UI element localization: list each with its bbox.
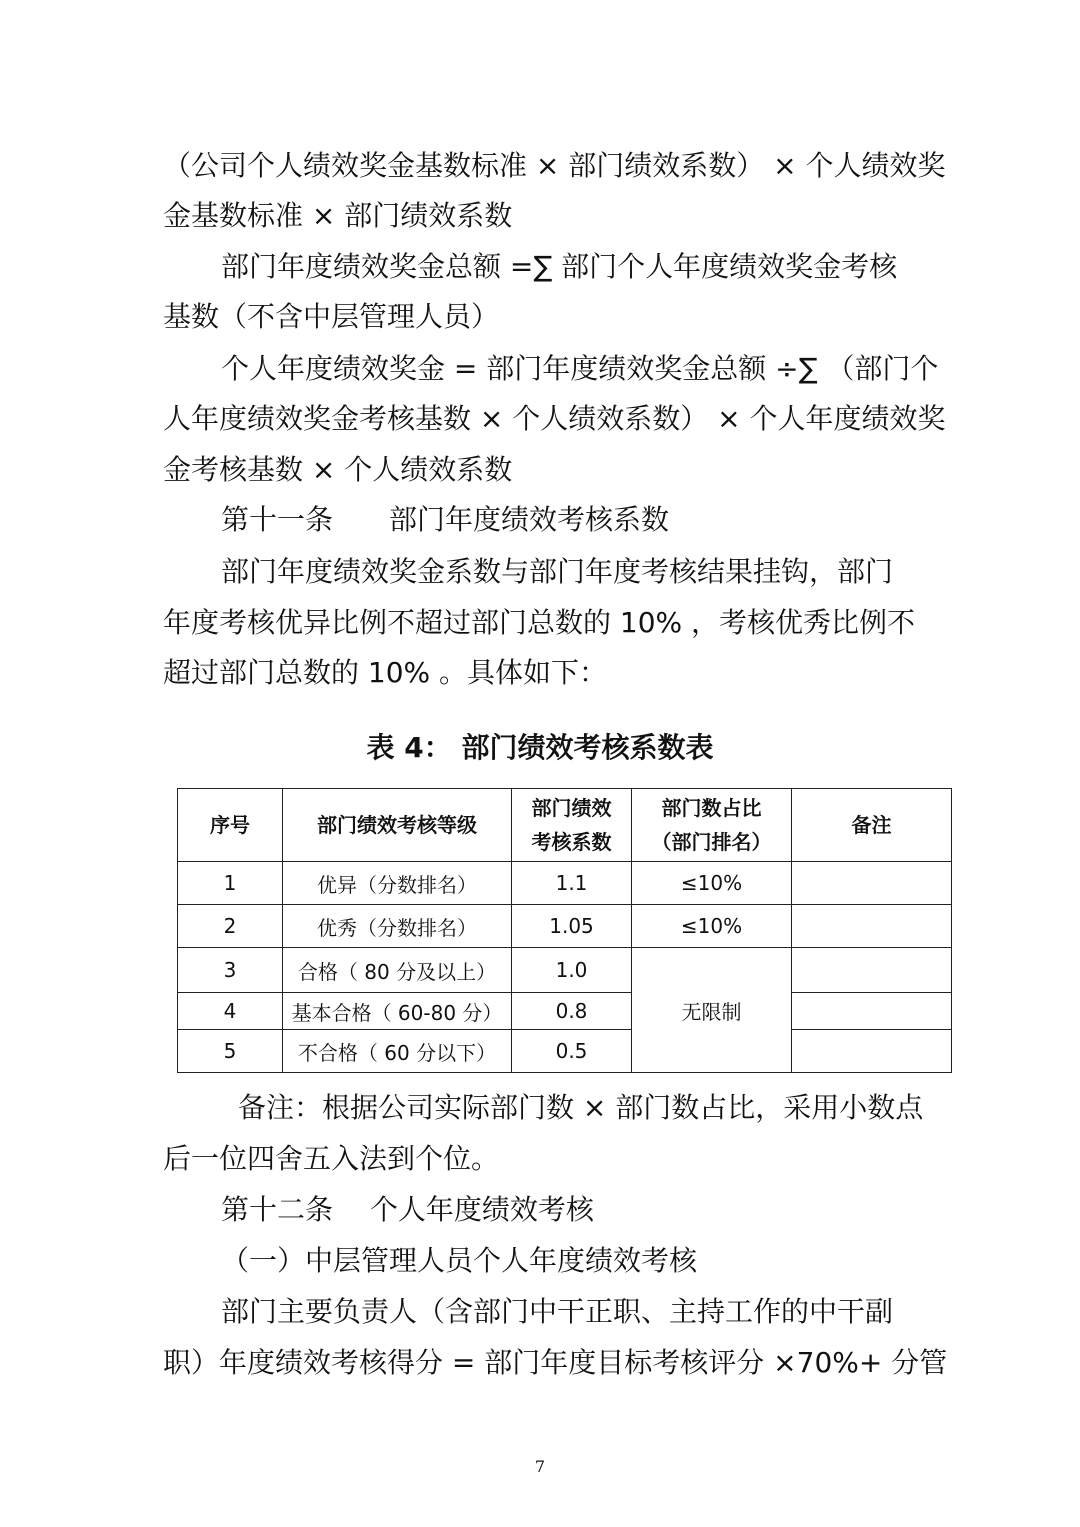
cell-coef: 1.0 (512, 948, 632, 993)
article-heading: 第十二条 个人年度绩效考核 (221, 1193, 594, 1226)
cell-coef: 0.8 (512, 993, 632, 1030)
article-heading: 第十一条 部门年度绩效考核系数 (221, 503, 670, 536)
paragraph-line: 职）年度绩效考核得分 = 部门年度目标考核评分 ×70%+ 分管 (163, 1346, 948, 1379)
table-row (178, 993, 952, 1030)
cell-no: 2 (178, 905, 283, 948)
cell-ratio: ≤10% (632, 862, 792, 905)
paragraph-line: （公司个人绩效奖金基数标准 × 部门绩效系数） × 个人绩效奖 (163, 149, 946, 182)
paragraph-line: 后一位四舍五入法到个位。 (163, 1142, 500, 1175)
header-cell: 序号 (178, 789, 283, 862)
cell-note (792, 862, 952, 905)
cell-note (792, 1030, 952, 1073)
cell-coef: 1.1 (512, 862, 632, 905)
cell-coef: 1.05 (512, 905, 632, 948)
cell-no: 4 (178, 993, 283, 1030)
cell-ratio-merged: 无限制 (632, 948, 792, 1073)
table-row (178, 905, 952, 948)
paragraph-line: 部门年度绩效奖金总额 =∑ 部门个人年度绩效奖金考核 (221, 250, 898, 283)
table-header-row (178, 789, 952, 862)
page-number: 7 (534, 1457, 546, 1476)
cell-note (792, 905, 952, 948)
cell-level: 优秀（分数排名） (283, 905, 512, 948)
table-row (178, 948, 952, 993)
cell-level: 不合格（ 60 分以下） (283, 1030, 512, 1073)
cell-ratio: ≤10% (632, 905, 792, 948)
cell-level: 优异（分数排名） (283, 862, 512, 905)
cell-note (792, 993, 952, 1030)
header-cell: 部门绩效 考核系数 (512, 789, 632, 862)
header-cell: 部门绩效考核等级 (283, 789, 512, 862)
paragraph-line: 部门年度绩效奖金系数与部门年度考核结果挂钩，部门 (221, 555, 894, 588)
cell-no: 5 (178, 1030, 283, 1073)
cell-note (792, 948, 952, 993)
paragraph-line: 个人年度绩效奖金 = 部门年度绩效奖金总额 ÷∑ （部门个 (221, 352, 939, 385)
paragraph-line: 金考核基数 × 个人绩效系数 (163, 453, 513, 486)
cell-level: 基本合格（ 60-80 分） (283, 993, 512, 1030)
paragraph-line: 基数（不含中层管理人员） (163, 300, 500, 333)
table-row (178, 862, 952, 905)
cell-level: 合格（ 80 分及以上） (283, 948, 512, 993)
paragraph-line: 年度考核优异比例不超过部门总数的 10% ，考核优秀比例不 (163, 606, 916, 639)
table-row (178, 1030, 952, 1073)
section-heading: （一）中层管理人员个人年度绩效考核 (221, 1244, 698, 1277)
coefficient-table (177, 788, 952, 1073)
cell-no: 1 (178, 862, 283, 905)
cell-coef: 0.5 (512, 1030, 632, 1073)
paragraph-line: 部门主要负责人（含部门中干正职、主持工作的中干副 (221, 1295, 894, 1328)
paragraph-line: 金基数标准 × 部门绩效系数 (163, 199, 513, 232)
table-caption: 表 4： 部门绩效考核系数表 (366, 731, 714, 764)
header-cell: 备注 (792, 789, 952, 862)
paragraph-line: 超过部门总数的 10% 。具体如下： (163, 656, 608, 689)
paragraph-line: 人年度绩效奖金考核基数 × 个人绩效系数） × 个人年度绩效奖 (163, 402, 946, 435)
paragraph-line: 备注：根据公司实际部门数 × 部门数占比，采用小数点 (238, 1091, 924, 1124)
header-cell: 部门数占比 （部门排名） (632, 789, 792, 862)
cell-no: 3 (178, 948, 283, 993)
